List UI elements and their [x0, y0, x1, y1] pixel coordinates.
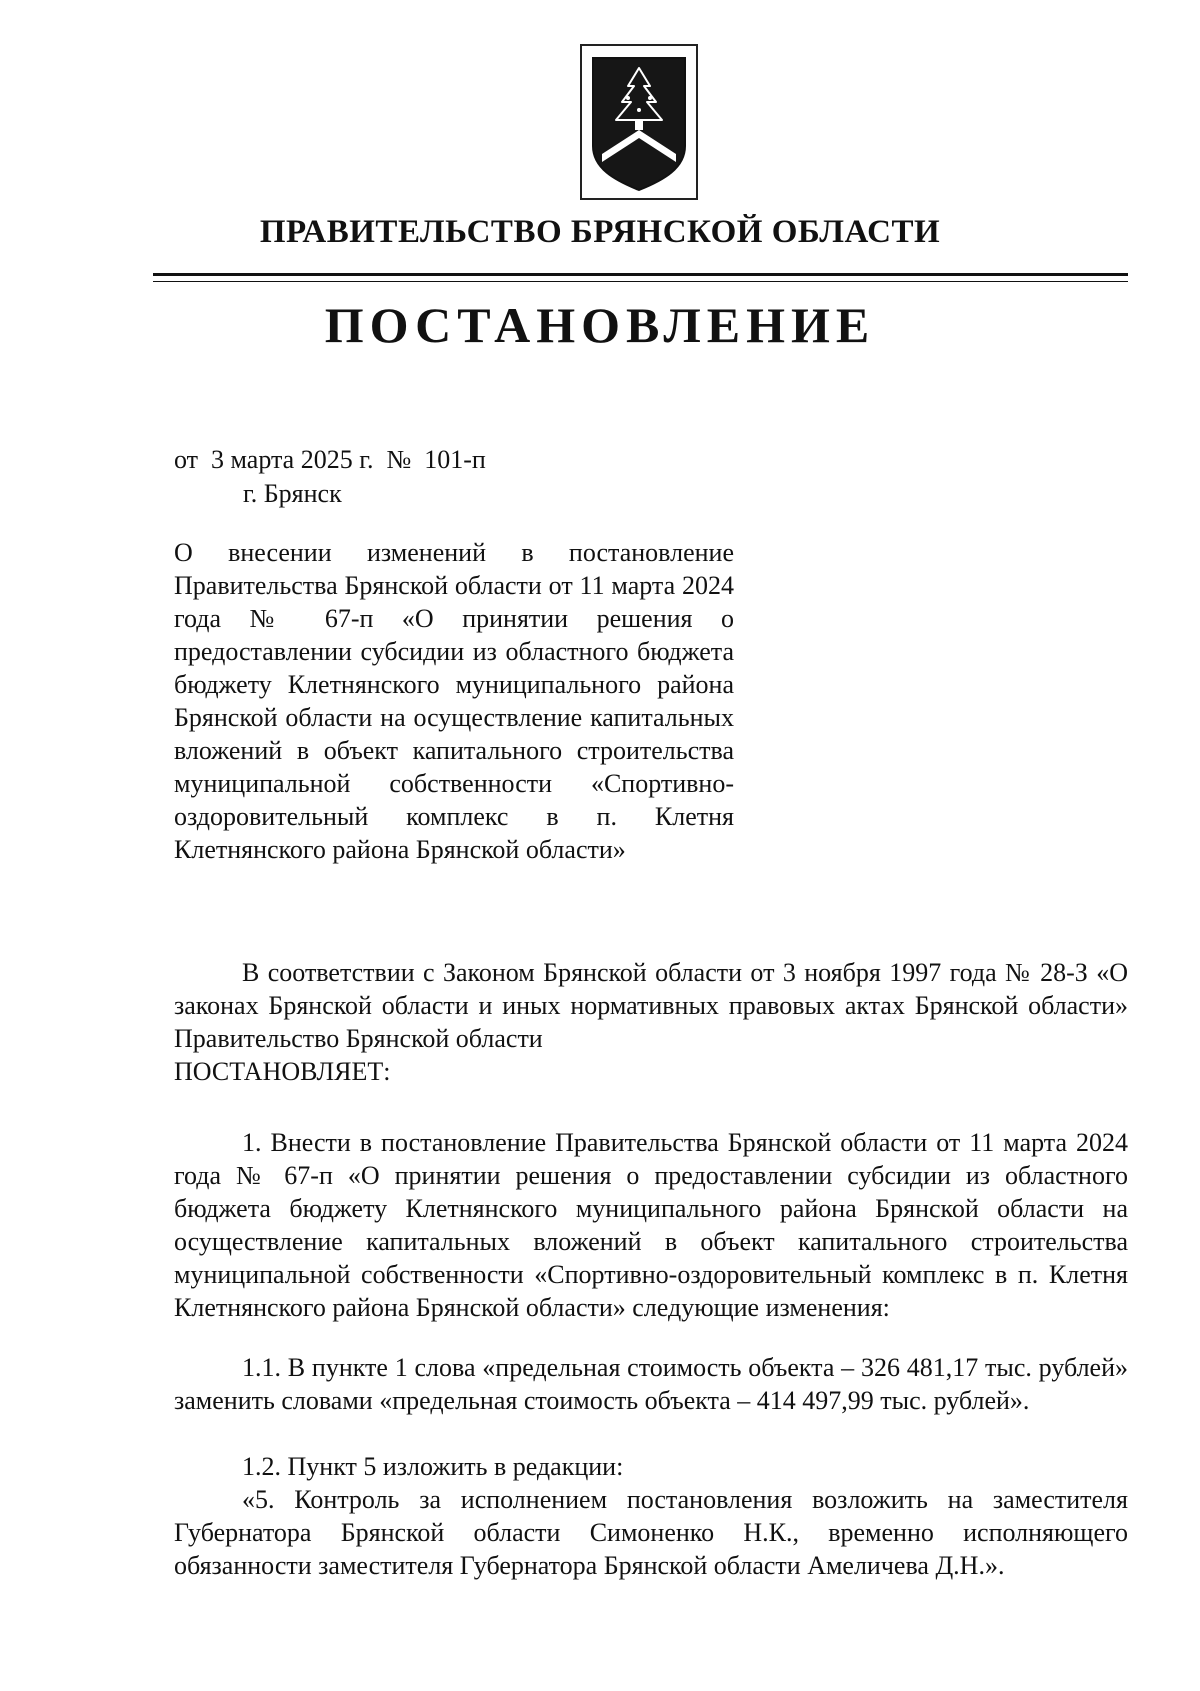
item-1-2-paragraph: 1.2. Пункт 5 изложить в редакции: — [242, 1452, 624, 1481]
coat-of-arms-emblem — [580, 44, 698, 200]
item-1-paragraph: 1. Внести в постановление Правительства Брянской области от 11 марта 2024 года № 67-п «О принятии решения о предоставлении субсидии из областного бюджета бюджету Клетнянского муниципального района Брянской области на осуществление капитальных вложений в объект капитального строительства муниципальной собственности «Спортивно-оздоровительный комплекс в п. Клетня Клетнянского района Брянской области» следующие изменения: — [174, 1128, 1128, 1322]
header-rule-thin — [153, 281, 1128, 282]
preamble-paragraph: В соответствии с Законом Брянской области от 3 ноября 1997 года № 28-З «О законах Брянской области и иных нормативных правовых актах Брянской области» Правительство Брянской области — [174, 958, 1128, 1053]
document-type-title: ПОСТАНОВЛЕНИЕ — [324, 297, 876, 353]
city: г. Брянск — [243, 479, 342, 508]
government-name: ПРАВИТЕЛЬСТВО БРЯНСКОЙ ОБЛАСТИ — [259, 214, 941, 250]
header-rule-thick — [153, 273, 1128, 276]
document-subject: О внесении изменений в постановление Правительства Брянской области от 11 марта 2024 года № 67-п «О принятии решения о предоставлении субсидии из областного бюджета бюджету Клетнянского муниципального района Брянской области на осуществление капитальных вложений в объект капитального строительства муниципальной собственности «Спортивно-оздоровительный комплекс в п. Клетня Клетнянского района Брянской области» — [174, 538, 734, 864]
date-and-number: от 3 марта 2025 г. № 101-п — [174, 445, 486, 474]
item-5-new-text-paragraph: «5. Контроль за исполнением постановления возложить на заместителя Губернатора Брянской области Симоненко Н.К., временно исполняющего обязанности заместителя Губернатора Брянской области Амеличева Д.Н.». — [174, 1485, 1128, 1580]
item-1-1-paragraph: 1.1. В пункте 1 слова «предельная стоимость объекта – 326 481,17 тыс. рублей» заменить словами «предельная стоимость объекта – 414 497,99 тыс. рублей». — [174, 1353, 1128, 1415]
resolves-line: ПОСТАНОВЛЯЕТ: — [174, 1057, 391, 1086]
